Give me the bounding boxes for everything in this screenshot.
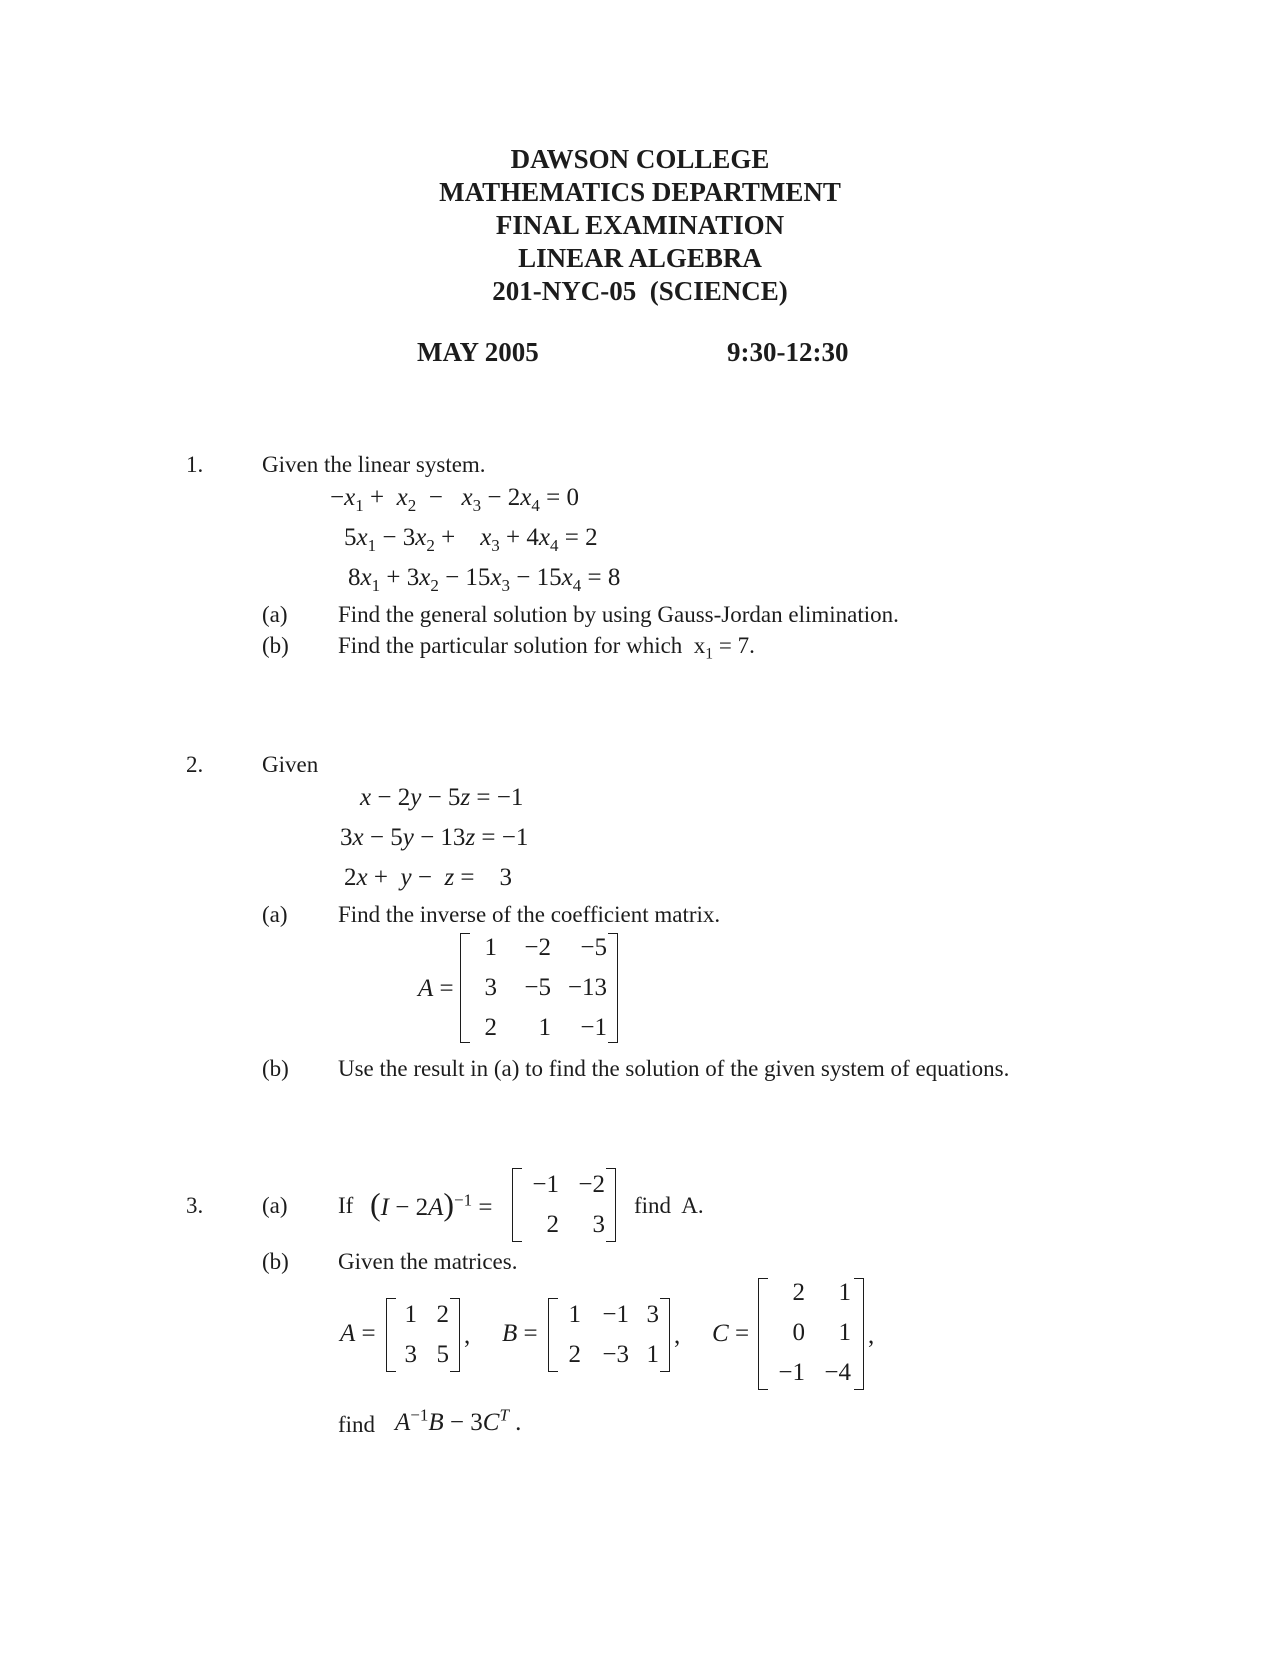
question-intro: Given xyxy=(262,752,319,777)
matrix-cell: −5 xyxy=(580,934,607,961)
matrix-cell: −4 xyxy=(824,1359,851,1386)
matrix-cell: −13 xyxy=(567,974,607,1001)
matrix-cell: −2 xyxy=(524,934,551,961)
course-code: 201-NYC-05 (SCIENCE) xyxy=(492,276,788,306)
matrix-cell: −1 xyxy=(580,1014,607,1041)
part-label: (b) xyxy=(262,1056,289,1081)
part-text: Find the general solution by using Gauss-Jordan elimination. xyxy=(338,602,899,627)
system-equation-1: x − 2y − 5z = −1 xyxy=(360,784,524,811)
inverse-expression: $(I - 2A)^{-1}$ = xyxy=(370,1186,493,1222)
system-equation-3: $8x_1 + 3x_2 - 15x_3 - 15x_4 = 8$ xyxy=(348,564,621,595)
matrix-c xyxy=(758,1278,864,1390)
matrix-cell: 5 xyxy=(436,1341,449,1368)
matrix-cell: −5 xyxy=(524,974,551,1001)
matrix-cell: 1 xyxy=(568,1301,581,1328)
matrix-cell: 2 xyxy=(568,1341,581,1368)
exam-title: FINAL EXAMINATION xyxy=(495,210,785,240)
matrix-cell: 2 xyxy=(484,1014,497,1041)
question-number: 2. xyxy=(186,752,204,777)
find-a-label: find A. xyxy=(634,1193,704,1218)
question-number: 3. xyxy=(186,1193,204,1218)
matrix-cell: 1 xyxy=(484,934,497,961)
matrix-a xyxy=(386,1298,460,1372)
part-label: (b) xyxy=(262,1249,289,1274)
matrix-cell: −3 xyxy=(602,1341,629,1368)
matrix-name: C = xyxy=(712,1320,750,1347)
inverse-matrix xyxy=(512,1168,616,1242)
system-equation-3: 2x + y − z = 3 xyxy=(344,864,513,891)
matrix-cell: 2 xyxy=(792,1279,805,1306)
matrix-name: A = xyxy=(340,1320,376,1347)
matrix-b xyxy=(548,1298,670,1372)
part-text: Use the result in (a) to find the solution of the given system of equations. xyxy=(338,1056,1010,1081)
question-intro: Given the linear system. xyxy=(262,452,486,477)
matrix-cell: −1 xyxy=(532,1171,559,1198)
matrix-cell: 0 xyxy=(792,1319,805,1346)
part-text: Given the matrices. xyxy=(338,1249,518,1274)
matrix-cell: 2 xyxy=(436,1301,449,1328)
part-label: (b) xyxy=(262,633,289,658)
target-expression: $A^{-1}B - 3C^T$ . xyxy=(395,1405,522,1436)
matrix-cell: −1 xyxy=(602,1301,629,1328)
matrix-cell: 1 xyxy=(538,1014,551,1041)
matrix-cell: 3 xyxy=(484,974,497,1001)
matrix-name: B = xyxy=(502,1320,538,1347)
matrix-cell: 3 xyxy=(646,1301,659,1328)
matrix-cell: 2 xyxy=(546,1211,559,1238)
comma: , xyxy=(464,1322,471,1349)
exam-date: MAY 2005 xyxy=(417,337,539,367)
department-name: MATHEMATICS DEPARTMENT xyxy=(439,177,841,207)
matrix-name: A = xyxy=(418,975,454,1002)
system-equation-2: 3x − 5y − 13z = −1 xyxy=(340,824,529,851)
course-title: LINEAR ALGEBRA xyxy=(518,243,762,273)
exam-time: 9:30-12:30 xyxy=(727,337,849,367)
part-text: Find the particular solution for which $x_1 = 7$. xyxy=(338,633,755,663)
if-label: If xyxy=(338,1193,354,1218)
matrix-cell: 1 xyxy=(838,1319,851,1346)
part-label: (a) xyxy=(262,1193,288,1218)
part-label: (a) xyxy=(262,602,288,627)
part-text: Find the inverse of the coefficient matrix. xyxy=(338,902,721,927)
matrix-cell: −2 xyxy=(578,1171,605,1198)
coefficient-matrix xyxy=(460,933,618,1043)
part-label: (a) xyxy=(262,902,288,927)
matrix-cell: −1 xyxy=(778,1359,805,1386)
comma: , xyxy=(868,1322,875,1349)
matrix-cell: 1 xyxy=(838,1279,851,1306)
matrix-cell: 1 xyxy=(404,1301,417,1328)
matrix-cell: 1 xyxy=(646,1341,659,1368)
college-name: DAWSON COLLEGE xyxy=(510,144,770,174)
find-label: find xyxy=(338,1412,376,1437)
condition-value: 7 xyxy=(737,633,750,658)
matrix-cell: 3 xyxy=(592,1211,605,1238)
matrix-cell: 3 xyxy=(404,1341,417,1368)
question-number: 1. xyxy=(186,452,204,477)
system-equation-1: $-x_1 + x_2 - x_3 - 2x_4 = 0$ xyxy=(330,484,579,515)
comma: , xyxy=(674,1322,681,1349)
system-equation-2: $5x_1 - 3x_2$ + $x_3 + 4x_4 = 2$ xyxy=(344,524,598,555)
